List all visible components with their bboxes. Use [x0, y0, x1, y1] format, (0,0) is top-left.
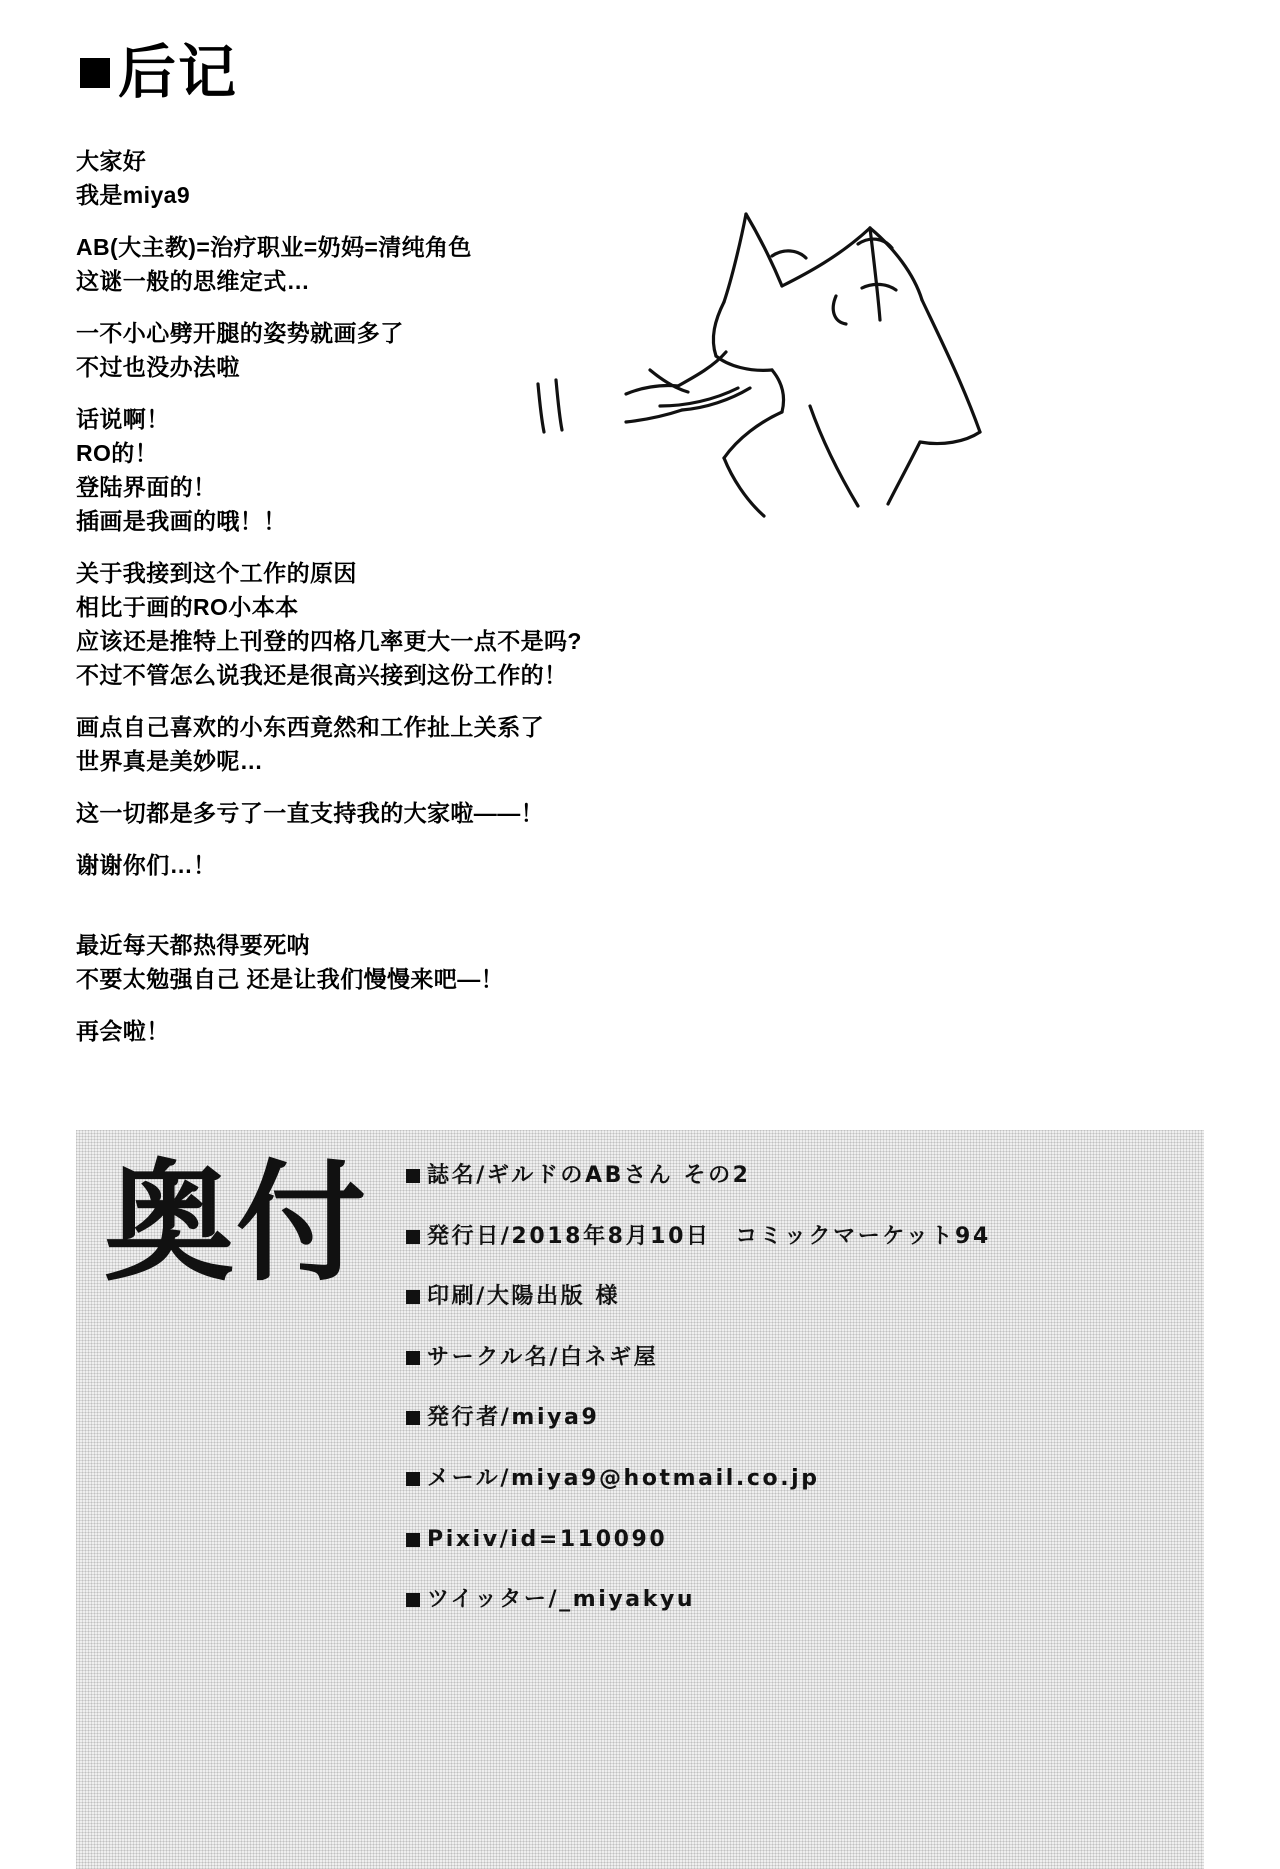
filled-square-icon: [406, 1351, 420, 1365]
afterword-paragraph: [76, 848, 796, 882]
afterword-line: 登陆界面的！: [76, 474, 217, 500]
colophon-item-label: サークル名/白ネギ屋: [427, 1344, 659, 1370]
colophon-item-label: Pixiv/id=110090: [427, 1526, 668, 1552]
colophon-item-label: ツイッター/_miyakyu: [427, 1587, 696, 1613]
colophon-item: [406, 1162, 1176, 1191]
afterword-line: 大家好: [76, 148, 147, 174]
filled-square-icon: [80, 58, 110, 88]
afterword-line: 这谜一般的思维定式…: [76, 268, 310, 294]
afterword-line: 世界真是美妙呢…: [76, 748, 264, 774]
filled-square-icon: [406, 1533, 420, 1547]
afterword-spacer: [76, 900, 796, 928]
afterword-line: 谢谢你们…！: [76, 852, 217, 878]
colophon-title: 奥付: [104, 1146, 369, 1299]
afterword-paragraph: [76, 316, 796, 384]
afterword-paragraph: [76, 556, 796, 692]
afterword-line: 插画是我画的哦！！: [76, 508, 287, 534]
afterword-line: 一不小心劈开腿的姿势就画多了: [76, 320, 404, 346]
afterword-line: RO的！: [76, 440, 159, 466]
afterword-line: 应该还是推特上刊登的四格几率更大一点不是吗?: [76, 628, 582, 654]
colophon-item-label: 誌名/ギルドのABさん その2: [427, 1163, 751, 1188]
afterword-line: 不过不管怎么说我还是很高兴接到这份工作的！: [76, 662, 568, 688]
afterword-line: 相比于画的RO小本本: [76, 594, 299, 620]
afterword-paragraph: [76, 1014, 796, 1048]
colophon-item: [406, 1526, 1176, 1555]
filled-square-icon: [406, 1411, 420, 1425]
afterword-body: [76, 144, 796, 1066]
afterword-line: 不要太勉强自己 还是让我们慢慢来吧—！: [76, 966, 504, 992]
filled-square-icon: [406, 1290, 420, 1304]
afterword-line: 这一切都是多亏了一直支持我的大家啦——！: [76, 800, 544, 826]
afterword-paragraph: [76, 144, 796, 212]
afterword-paragraph: [76, 796, 796, 830]
afterword-paragraph: [76, 710, 796, 778]
colophon-item: [406, 1586, 1176, 1615]
filled-square-icon: [406, 1472, 420, 1486]
colophon-item-label: メール/miya9@hotmail.co.jp: [427, 1465, 820, 1491]
afterword-line: 再会啦！: [76, 1018, 170, 1044]
afterword-paragraph: [76, 928, 796, 996]
afterword-line: 我是miya9: [76, 182, 191, 208]
page-title-label: 后记: [118, 40, 239, 105]
filled-square-icon: [406, 1593, 420, 1607]
colophon-item: [406, 1344, 1176, 1373]
colophon-item: [406, 1283, 1176, 1312]
colophon-item: [406, 1223, 1176, 1252]
afterword-line: 最近每天都热得要死呐: [76, 932, 310, 958]
page-title: [80, 40, 239, 105]
afterword-line: 关于我接到这个工作的原因: [76, 560, 357, 586]
afterword-line: 不过也没办法啦: [76, 354, 240, 380]
colophon-item: [406, 1404, 1176, 1433]
colophon-panel: [76, 1130, 1204, 1869]
afterword-paragraph: [76, 402, 796, 538]
filled-square-icon: [406, 1169, 420, 1183]
afterword-paragraph: [76, 230, 796, 298]
filled-square-icon: [406, 1230, 420, 1244]
afterword-line: 话说啊！: [76, 406, 170, 432]
colophon-item-label: 発行日/2018年8月10日 コミックマーケット94: [427, 1223, 991, 1249]
colophon-item: [406, 1465, 1176, 1494]
afterword-line: AB(大主教)=治疗职业=奶妈=清纯角色: [76, 234, 472, 260]
colophon-item-label: 発行者/miya9: [427, 1405, 600, 1431]
afterword-line: 画点自己喜欢的小东西竟然和工作扯上关系了: [76, 714, 544, 740]
colophon-item-label: 印刷/大陽出版 様: [427, 1284, 621, 1310]
colophon-list: [406, 1162, 1176, 1647]
